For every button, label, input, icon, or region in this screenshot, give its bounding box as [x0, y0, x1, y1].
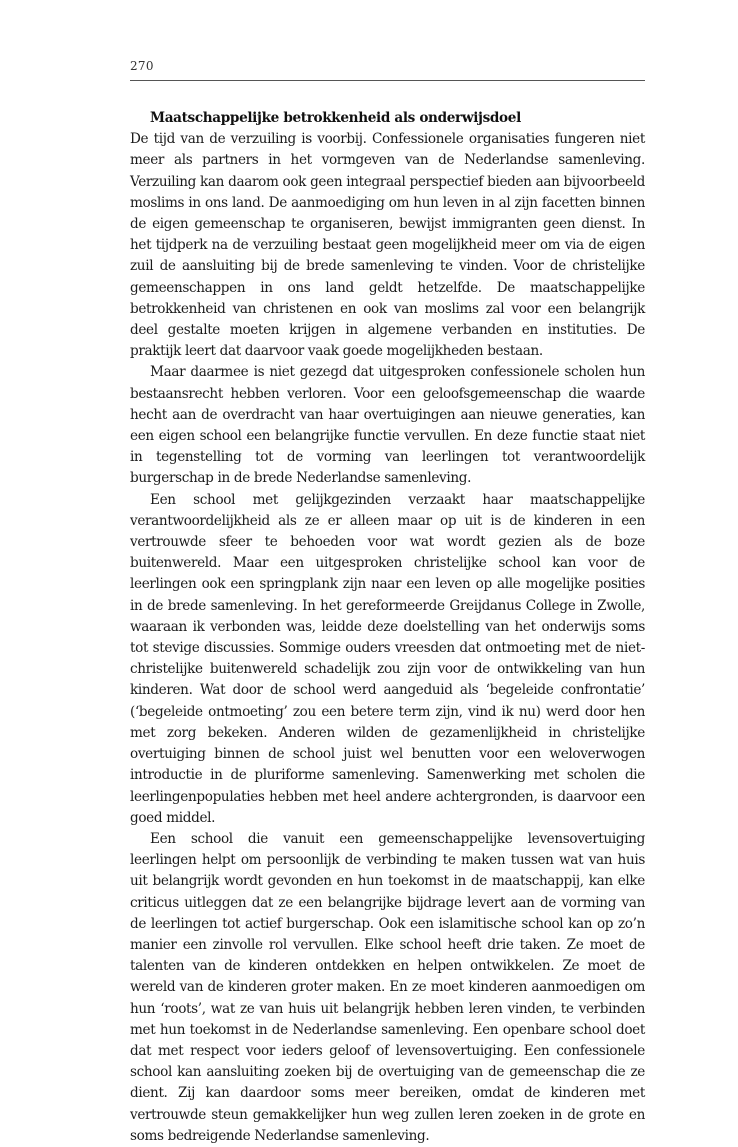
paragraph-4: Een school die vanuit een gemeenschappelijke levensovertuiging leerlingen helpt om persoonlijk de verbinding te maken tussen wat van huis uit belangrijk wordt gevonden en hun toekomst in de maatschappij, kan elke criticus uitleggen dat ze een belangrijke bijdrage levert aan de vorming van de leerlingen tot actief burgerschap. Ook een islamitische school kan op zo’n manier een zinvolle rol vervullen. Elke school heeft drie taken. Ze moet de talenten van de kinderen ontdekken en helpen ontwikkelen. Ze moet de wereld van de kinderen groter maken. En ze moet kinderen aanmoedigen om hun ‘roots’, wat ze van huis uit belangrijk hebben leren vinden, te verbinden met hun toekomst in de Nederlandse samenleving. Een openbare school doet dat met respect voor ieders geloof of levensovertuiging. Een confessionele school kan aansluiting zoeken bij de overtuiging van de gemeenschap die ze dient. Zij kan daardoor soms meer bereiken, omdat de kinderen met vertrouwde steun gemakkelijker hun weg zullen leren zoeken in de grote en soms bedreigende Nederlandse samenleving. — [130, 830, 645, 1144]
paragraph-1: De tijd van de verzuiling is voorbij. Confessionele organisaties fungeren niet meer als partners in het vormgeven van de Nederlandse samenleving. Verzuiling kan daarom ook geen integraal perspectief bieden aan bijvoorbeeld moslims in ons land. De aanmoediging om hun leven in al zijn facetten binnen de eigen gemeenschap te organiseren, bewijst immigranten geen dienst. In het tijdperk na de verzuiling bestaat geen mogelijkheid meer om via de eigen zuil de aansluiting bij de brede samenleving te vinden. Voor de christelijke gemeenschappen in ons land geldt hetzelfde. De maatschappelijke betrokkenheid van christenen en ook van moslims zal voor een belangrijk deel gestalte moeten krijgen in algemene verbanden en instituties. De praktijk leert dat daarvoor vaak goede mogelijkheden bestaan. — [130, 131, 645, 360]
page-number: 270 — [130, 59, 154, 73]
page-body — [130, 108, 645, 1147]
section-heading: Maatschappelijke betrokkenheid als onderwijsdoel — [150, 110, 521, 126]
paragraph-3: Een school met gelijkgezinden verzaakt haar maatschappelijke verantwoordelijkheid als ze er alleen maar op uit is de kinderen in een vertrouwde sfeer te behoeden voor wat wordt gezien als de boze buitenwereld. Maar een uitgesproken christelijke school kan voor de leerlingen ook een springplank zijn naar een leven op alle mogelijke posities in de brede samenleving. In het gereformeerde Greijdanus College in Zwolle, waaraan ik verbonden was, leidde deze doelstelling van het onderwijs soms tot stevige discussies. Sommige ouders vreesden dat ontmoeting met de niet-christelijke buitenwereld schadelijk zou zijn voor de ontwikkeling van hun kinderen. Wat door de school werd aangeduid als ‘begeleide confrontatie’ (‘begeleide ontmoeting’ zou een betere term zijn, vind ik nu) werd door hen met zorg bekeken. Anderen wilden de gezamenlijkheid in christelijke overtuiging binnen de school juist wel benutten voor een weloverwogen introductie in de pluriforme samenleving. Samenwerking met scholen die leerlingenpopulaties hebben met heel andere achtergronden, is daarvoor een goed middel. — [130, 491, 645, 826]
header-rule — [130, 80, 645, 81]
paragraph-2: Maar daarmee is niet gezegd dat uitgesproken confessionele scholen hun bestaansrecht hebben verloren. Voor een geloofsgemeenschap die waarde hecht aan de overdracht van haar overtuigingen aan nieuwe generaties, kan een eigen school een belangrijke functie vervullen. En deze functie staat niet in tegenstelling tot de vorming van leerlingen tot verantwoordelijk burgerschap in de brede Nederlandse samenleving. — [130, 364, 645, 487]
